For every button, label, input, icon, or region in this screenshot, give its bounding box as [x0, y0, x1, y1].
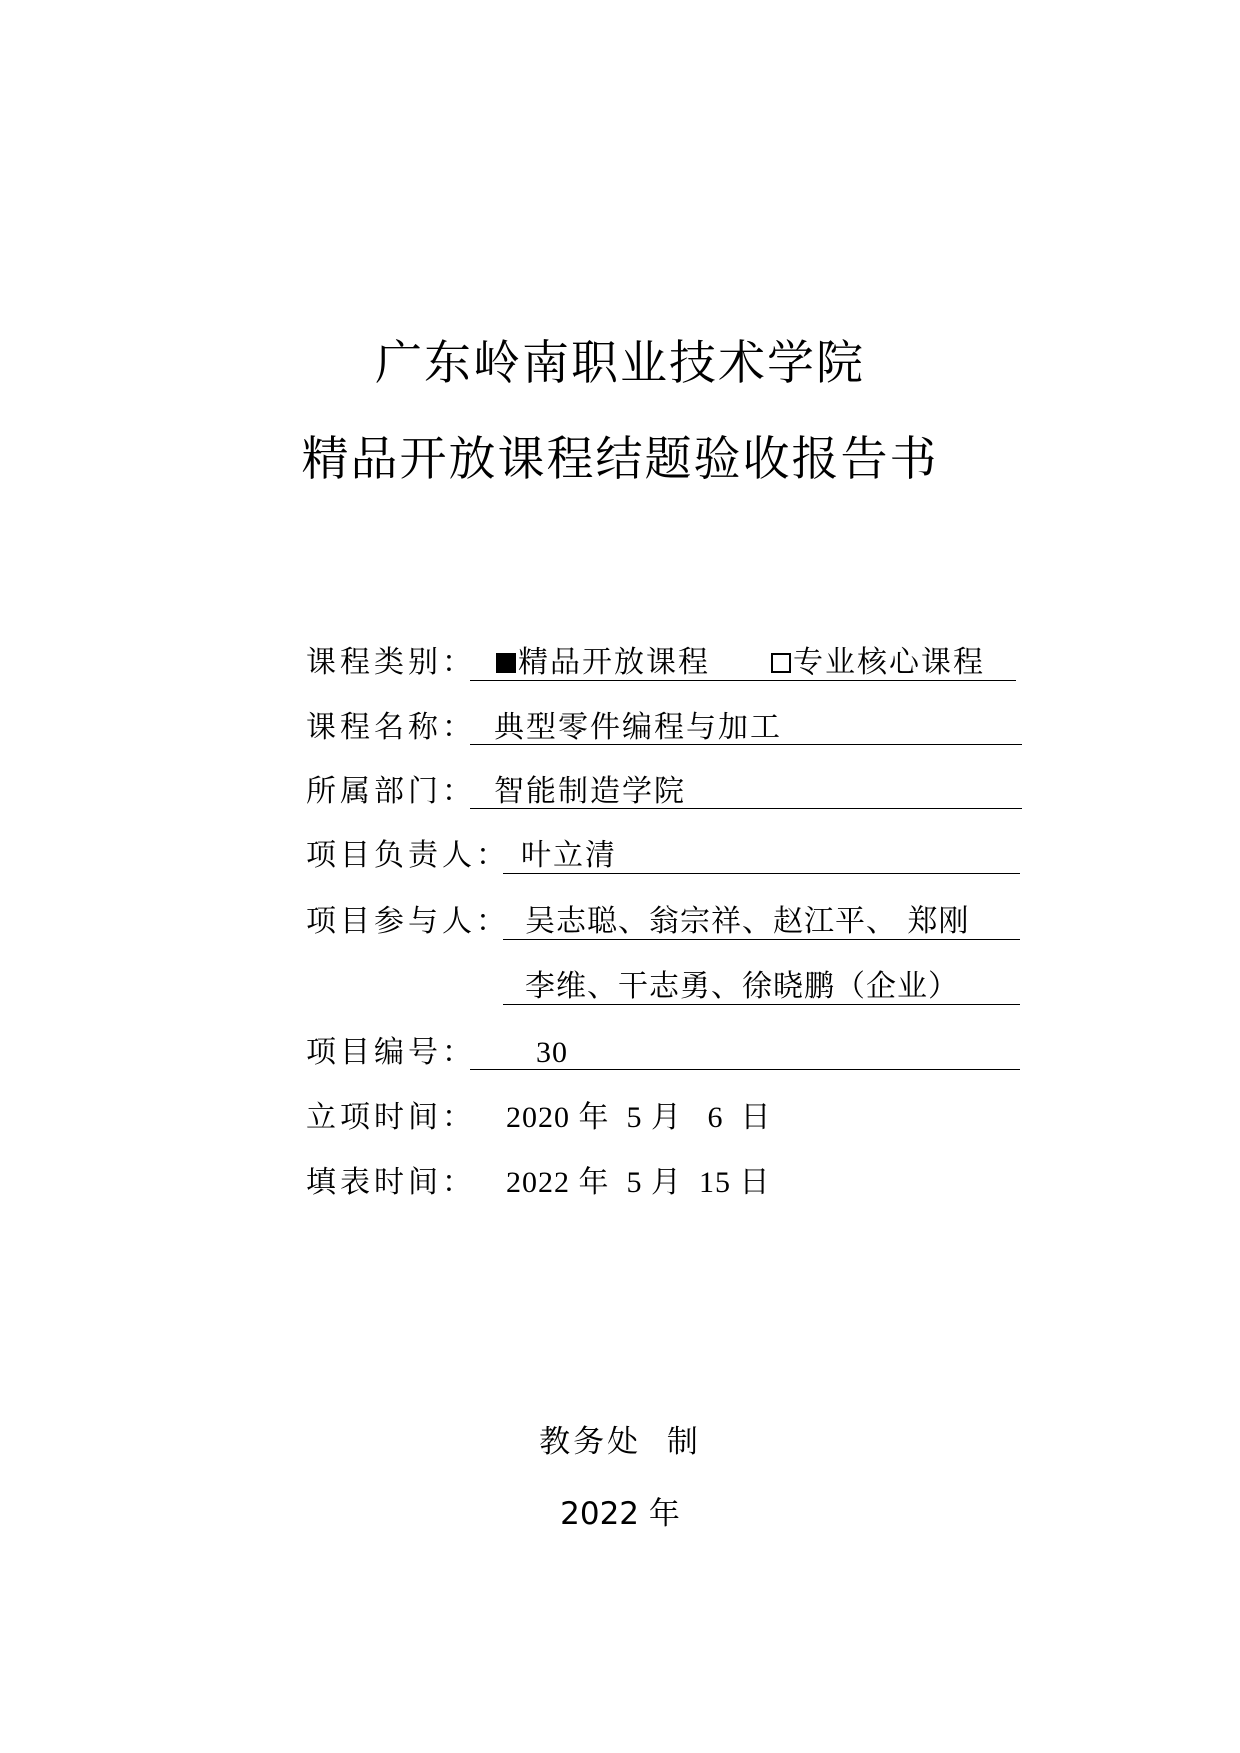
project-number-underline: [470, 1069, 1020, 1070]
leader-value: 叶立清: [521, 838, 617, 873]
course-name-value: 典型零件编程与加工: [494, 710, 782, 745]
leader-underline: [503, 873, 1020, 874]
course-name-underline: [470, 744, 1022, 745]
category-underline: [470, 680, 1016, 681]
checked-checkbox-icon: [496, 653, 516, 673]
participants-underline-2: [503, 1004, 1020, 1005]
participants-underline-1: [503, 939, 1020, 940]
school-name: 广东岭南职业技术学院: [375, 336, 865, 391]
fill-date-value: 2022 年 5 月 15 日: [506, 1166, 771, 1199]
unchecked-checkbox-icon: [771, 653, 791, 673]
leader-label: 项目负责人：: [306, 838, 510, 873]
start-date-label: 立项时间：: [306, 1100, 476, 1135]
department-value: 智能制造学院: [494, 774, 686, 809]
category-option-premium: [496, 645, 710, 681]
category-option-core-label: 专业核心课程: [793, 645, 985, 680]
category-option-core: [771, 645, 985, 681]
department-underline: [470, 808, 1022, 809]
category-label: 课程类别：: [306, 645, 476, 680]
report-title: 精品开放课程结题验收报告书: [301, 432, 939, 487]
participants-label: 项目参与人：: [306, 904, 510, 939]
project-number-value: 30: [536, 1036, 568, 1069]
category-option-premium-label: 精品开放课程: [518, 645, 710, 680]
fill-date-label: 填表时间：: [306, 1165, 476, 1200]
participants-line-1: 吴志聪、翁宗祥、赵江平、 郑刚: [525, 904, 970, 939]
participants-line-2: 李维、干志勇、徐晓鹏（企业）: [525, 969, 959, 1004]
project-number-label: 项目编号：: [306, 1035, 476, 1070]
department-label: 所属部门：: [306, 774, 476, 809]
footer-year: 2022 年: [560, 1496, 680, 1532]
course-name-label: 课程名称：: [306, 710, 476, 745]
issuer-text: 教务处 制: [539, 1424, 701, 1460]
start-date-value: 2020 年 5 月 6 日: [506, 1101, 772, 1134]
